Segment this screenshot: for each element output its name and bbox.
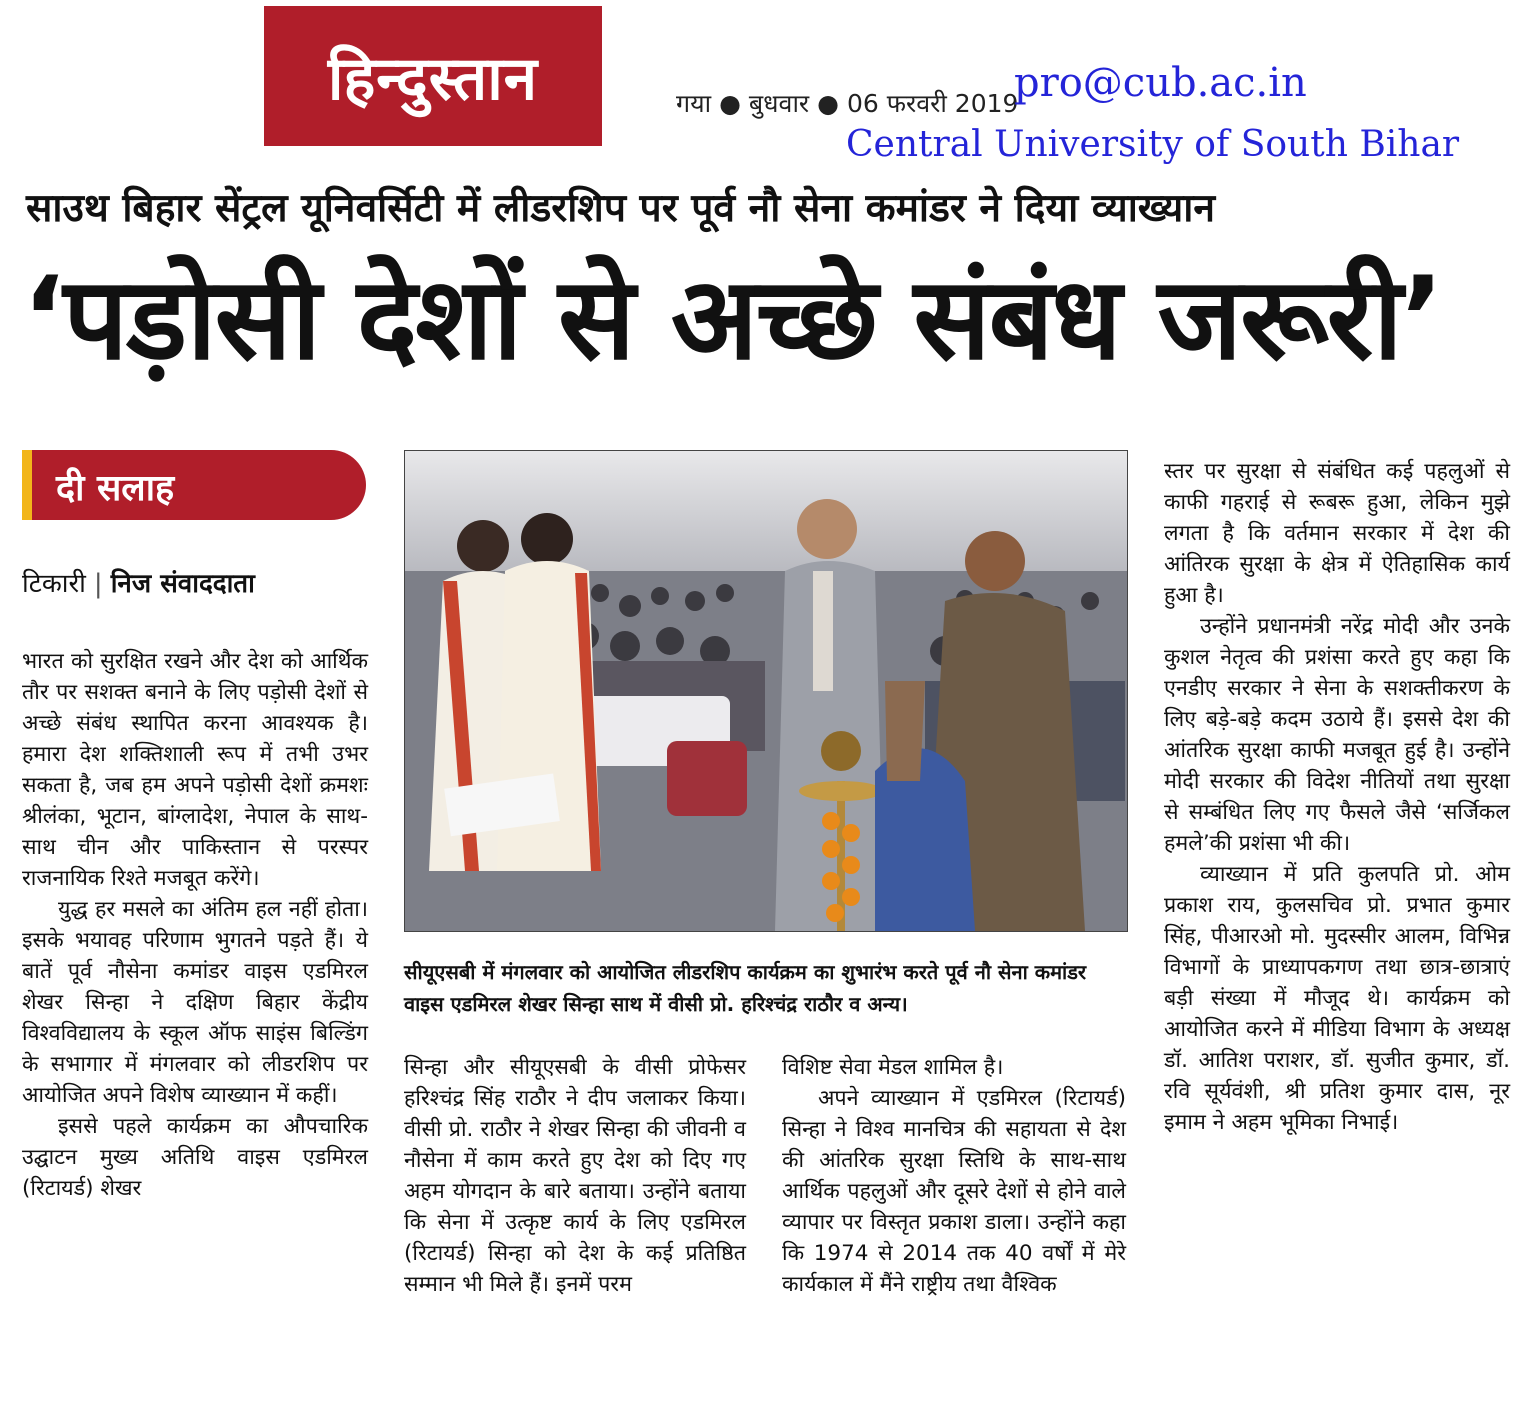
main-headline: ‘पड़ोसी देशों से अच्छे संबंध जरूरी’ [22, 252, 1443, 385]
logo-text: हिन्दुस्तान [327, 44, 539, 114]
dateline-date: 06 फरवरी 2019 [846, 89, 1019, 118]
byline-author: निज संवाददाता [110, 569, 255, 599]
event-photo [404, 450, 1128, 932]
article-paragraph: भारत को सुरक्षित रखने और देश को आर्थिक तौर पर सशक्त बनाने के लिए पड़ोसी देशों से अच्छे संबंध स्थापित करना आवश्यक है। हमारा देश शक्तिशाली रूप में तभी उभर सकता है, जब हम अपने पड़ोसी देशों क्रमशः श्रीलंका, भूटान, बांग्लादेश, नेपाल के साथ-साथ चीन और पाकिस्तान से परस्पर राजनायिक रिश्ते मजबूत करेंगे। [22, 649, 368, 891]
newspaper-logo [264, 6, 602, 146]
article-paragraph: अपने व्याख्यान में एडमिरल (रिटायर्ड) सिन्हा ने विश्व मानचित्र की सहायता से देश की आंतरिक सुरक्षा स्तिथि के साथ-साथ आर्थिक पहलुओं और दूसरे देशों से होने वाले व्यापार पर विस्तृत प्रकाश डाला। उन्होंने कहा कि 1974 से 2014 तक 40 वर्षों में मेरे कार्यकाल में मैंने राष्ट्रीय तथा वैश्विक [782, 1086, 1126, 1297]
article-paragraph: व्याख्यान में प्रति कुलपति प्रो. ओम प्रकाश राय, कुलसचिव प्रो. प्रभात कुमार सिंह, पीआरओ मो. मुदस्सीर आलम, विभिन्न विभागों के प्राध्यापकगण तथा छात्र-छात्राएं बड़ी संख्या में मौजूद थे। कार्यक्रम को आयोजित करने में मीडिया विभाग के अध्यक्ष डॉ. आतिश पराशर, डॉ. सुजीत कुमार, डॉ. रवि सूर्यवंशी, श्री प्रतिश कुमार दास, नूर इमाम ने अहम भूमिका निभाई। [1164, 862, 1510, 1135]
byline [22, 564, 255, 600]
section-label-text: दी सलाह [56, 468, 175, 509]
section-label [22, 450, 366, 520]
dateline-day: बुधवार [748, 89, 810, 118]
byline-place: टिकारी [22, 569, 86, 599]
photo-caption: सीयूएसबी में मंगलवार को आयोजित लीडरशिप कार्यक्रम का शुभारंभ करते पूर्व नौ सेना कमांडर वाइस एडमिरल शेखर सिन्हा साथ में वीसी प्रो. हरिश्चंद्र राठौर व अन्य। [404, 960, 1087, 1016]
article-paragraph: उन्होंने प्रधानमंत्री नरेंद्र मोदी और उनके कुशल नेतृत्व की प्रशंसा करते हुए कहा कि एनडीए सरकार ने सेना के सशक्तीकरण के लिए बड़े-बड़े कदम उठाये हैं। इससे देश की आंतरिक सुरक्षा काफी मजबूत हुई है। उन्होंने मोदी सरकार की विदेश नीतियों तथा सुरक्षा से सम्बंधित लिए गए फैसले जैसे ‘सर्जिकल हमले’की प्रशंसा भी की। [1164, 614, 1510, 856]
stamp-university: Central University of South Bihar [846, 124, 1460, 165]
event-photo-illustration [405, 451, 1127, 931]
section-accent-bar [22, 450, 32, 520]
article-column-1 [22, 646, 368, 1204]
bullet-icon: ● [719, 89, 741, 118]
article-paragraph: इससे पहले कार्यक्रम का औपचारिक उद्घाटन मुख्य अतिथि वाइस एडमिरल (रिटायर्ड) शेखर [22, 1114, 368, 1201]
article-column-3 [782, 1052, 1126, 1300]
kicker-headline: साउथ बिहार सेंट्रल यूनिवर्सिटी में लीडरशिप पर पूर्व नौ सेना कमांडर ने दिया व्याख्यान [26, 186, 1215, 231]
article-column-2 [404, 1052, 746, 1300]
article-column-4 [1164, 456, 1510, 1138]
bullet-icon: ● [817, 89, 839, 118]
dateline [676, 86, 1018, 120]
dateline-city: गया [676, 89, 712, 118]
article-paragraph: सिन्हा और सीयूएसबी के वीसी प्रोफेसर हरिश्चंद्र सिंह राठौर ने दीप जलाकर किया। वीसी प्रो. राठौर ने शेखर सिन्हा की जीवनी व नौसेना में काम करते हुए देश को दिए गए अहम योगदान के बारे बताया। उन्होंने बताया कि सेना में उत्कृष्ट कार्य के लिए एडमिरल (रिटायर्ड) सिन्हा को देश के कई प्रतिष्ठित सम्मान भी मिले हैं। इनमें परम [404, 1055, 746, 1297]
byline-separator: | [93, 569, 103, 599]
stamp-email: pro@cub.ac.in [1014, 60, 1307, 106]
article-paragraph: स्तर पर सुरक्षा से संबंधित कई पहलुओं से काफी गहराई से रूबरू हुआ, लेकिन मुझे लगता है कि वर्तमान सरकार में देश की आंतिरक सुरक्षा के क्षेत्र में ऐतिहासिक कार्य हुआ है। [1164, 459, 1510, 608]
article-paragraph: विशिष्ट सेवा मेडल शामिल है। [782, 1055, 1004, 1080]
article-paragraph: युद्ध हर मसले का अंतिम हल नहीं होता। इसके भयावह परिणाम भुगतने पड़ते हैं। ये बातें पूर्व नौसेना कमांडर वाइस एडमिरल शेखर सिन्हा ने दक्षिण बिहार केंद्रीय विश्वविद्यालय के स्कूल ऑफ साइंस बिल्डिंग के सभागार में मंगलवार को लीडरशिप पर आयोजित अपने विशेष व्याख्यान में कहीं। [22, 897, 368, 1108]
